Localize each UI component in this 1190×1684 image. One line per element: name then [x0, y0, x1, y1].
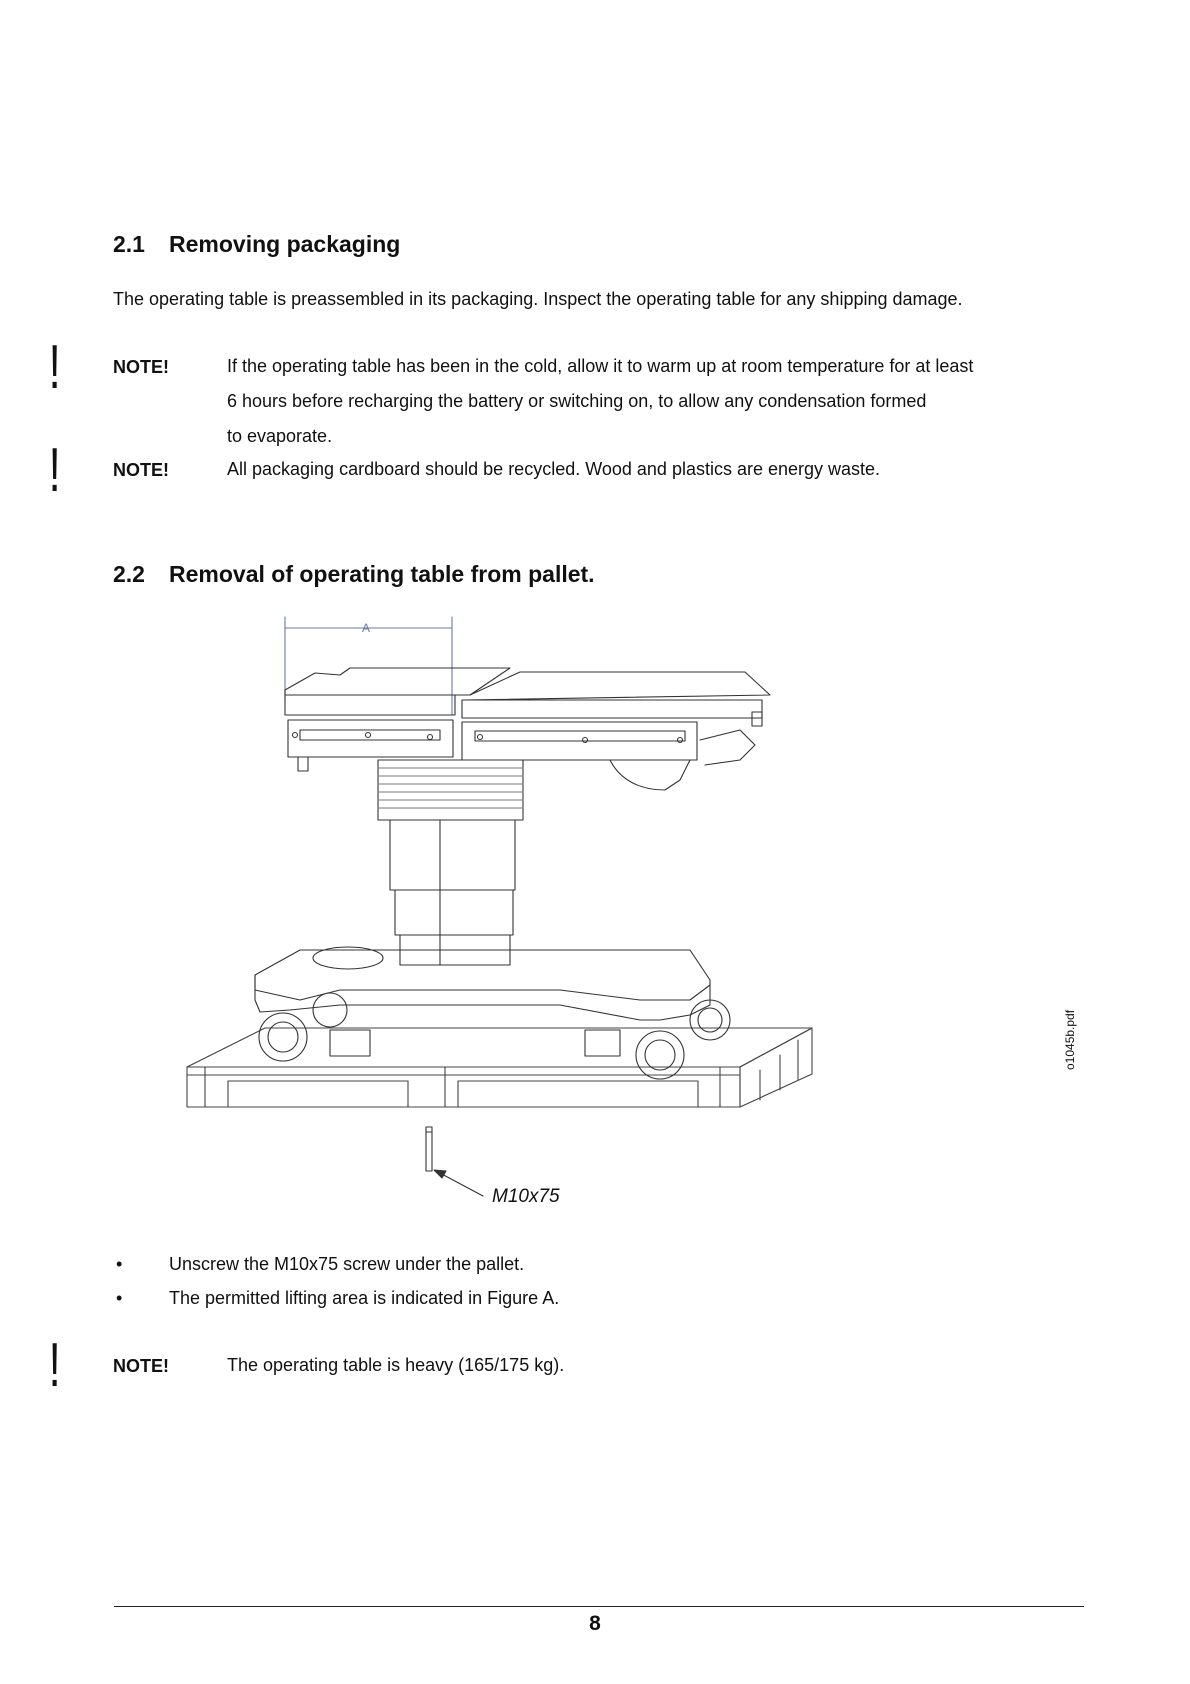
callout-arrow	[434, 1170, 483, 1196]
note-text	[227, 452, 880, 487]
note-label: NOTE!	[113, 357, 169, 377]
pallet	[187, 1028, 812, 1107]
bullet-item: Unscrew the M10x75 screw under the pallet.	[169, 1254, 525, 1274]
footer-divider	[114, 1606, 1084, 1607]
section-number: 2.2	[113, 561, 145, 587]
section-title: Removal of operating table from pallet.	[169, 561, 595, 587]
warning-icon: !	[48, 436, 61, 505]
bullet-symbol: •	[116, 1288, 123, 1308]
warning-icon: !	[48, 1331, 61, 1400]
table-top	[285, 668, 770, 790]
warning-icon: !	[48, 333, 61, 402]
screw-callout-label: M10x75	[492, 1186, 560, 1207]
note-line: to evaporate.	[227, 426, 333, 446]
note-text: The operating table is heavy (165/175 kg).	[227, 1355, 565, 1375]
operating-table-figure	[170, 608, 830, 1198]
bullet-item: The permitted lifting area is indicated in Figure A.	[169, 1288, 560, 1308]
file-label: o1045b.pdf	[1063, 1009, 1077, 1070]
bullet-symbol: •	[116, 1254, 123, 1274]
screw-m10x75	[426, 1127, 432, 1171]
note-line: All packaging cardboard should be recycled. Wood and plastics are energy waste.	[227, 459, 881, 479]
note-text	[227, 349, 973, 454]
note-line: If the operating table has been in the cold, allow it to warm up at room temperature for at least	[227, 356, 974, 376]
table-column	[378, 760, 523, 965]
dimension-label: A	[362, 621, 371, 635]
note-label: NOTE!	[113, 460, 169, 480]
section-2-1-heading	[113, 231, 400, 258]
section-2-2-heading	[113, 561, 595, 588]
note-label: NOTE!	[113, 1356, 169, 1376]
intro-paragraph: The operating table is preassembled in its packaging. Inspect the operating table for any shipping damage.	[113, 289, 963, 309]
page-number: 8	[589, 1612, 601, 1635]
note-line: 6 hours before recharging the battery or switching on, to allow any condensation formed	[227, 391, 927, 411]
section-title: Removing packaging	[169, 231, 401, 257]
section-number: 2.1	[113, 231, 145, 257]
